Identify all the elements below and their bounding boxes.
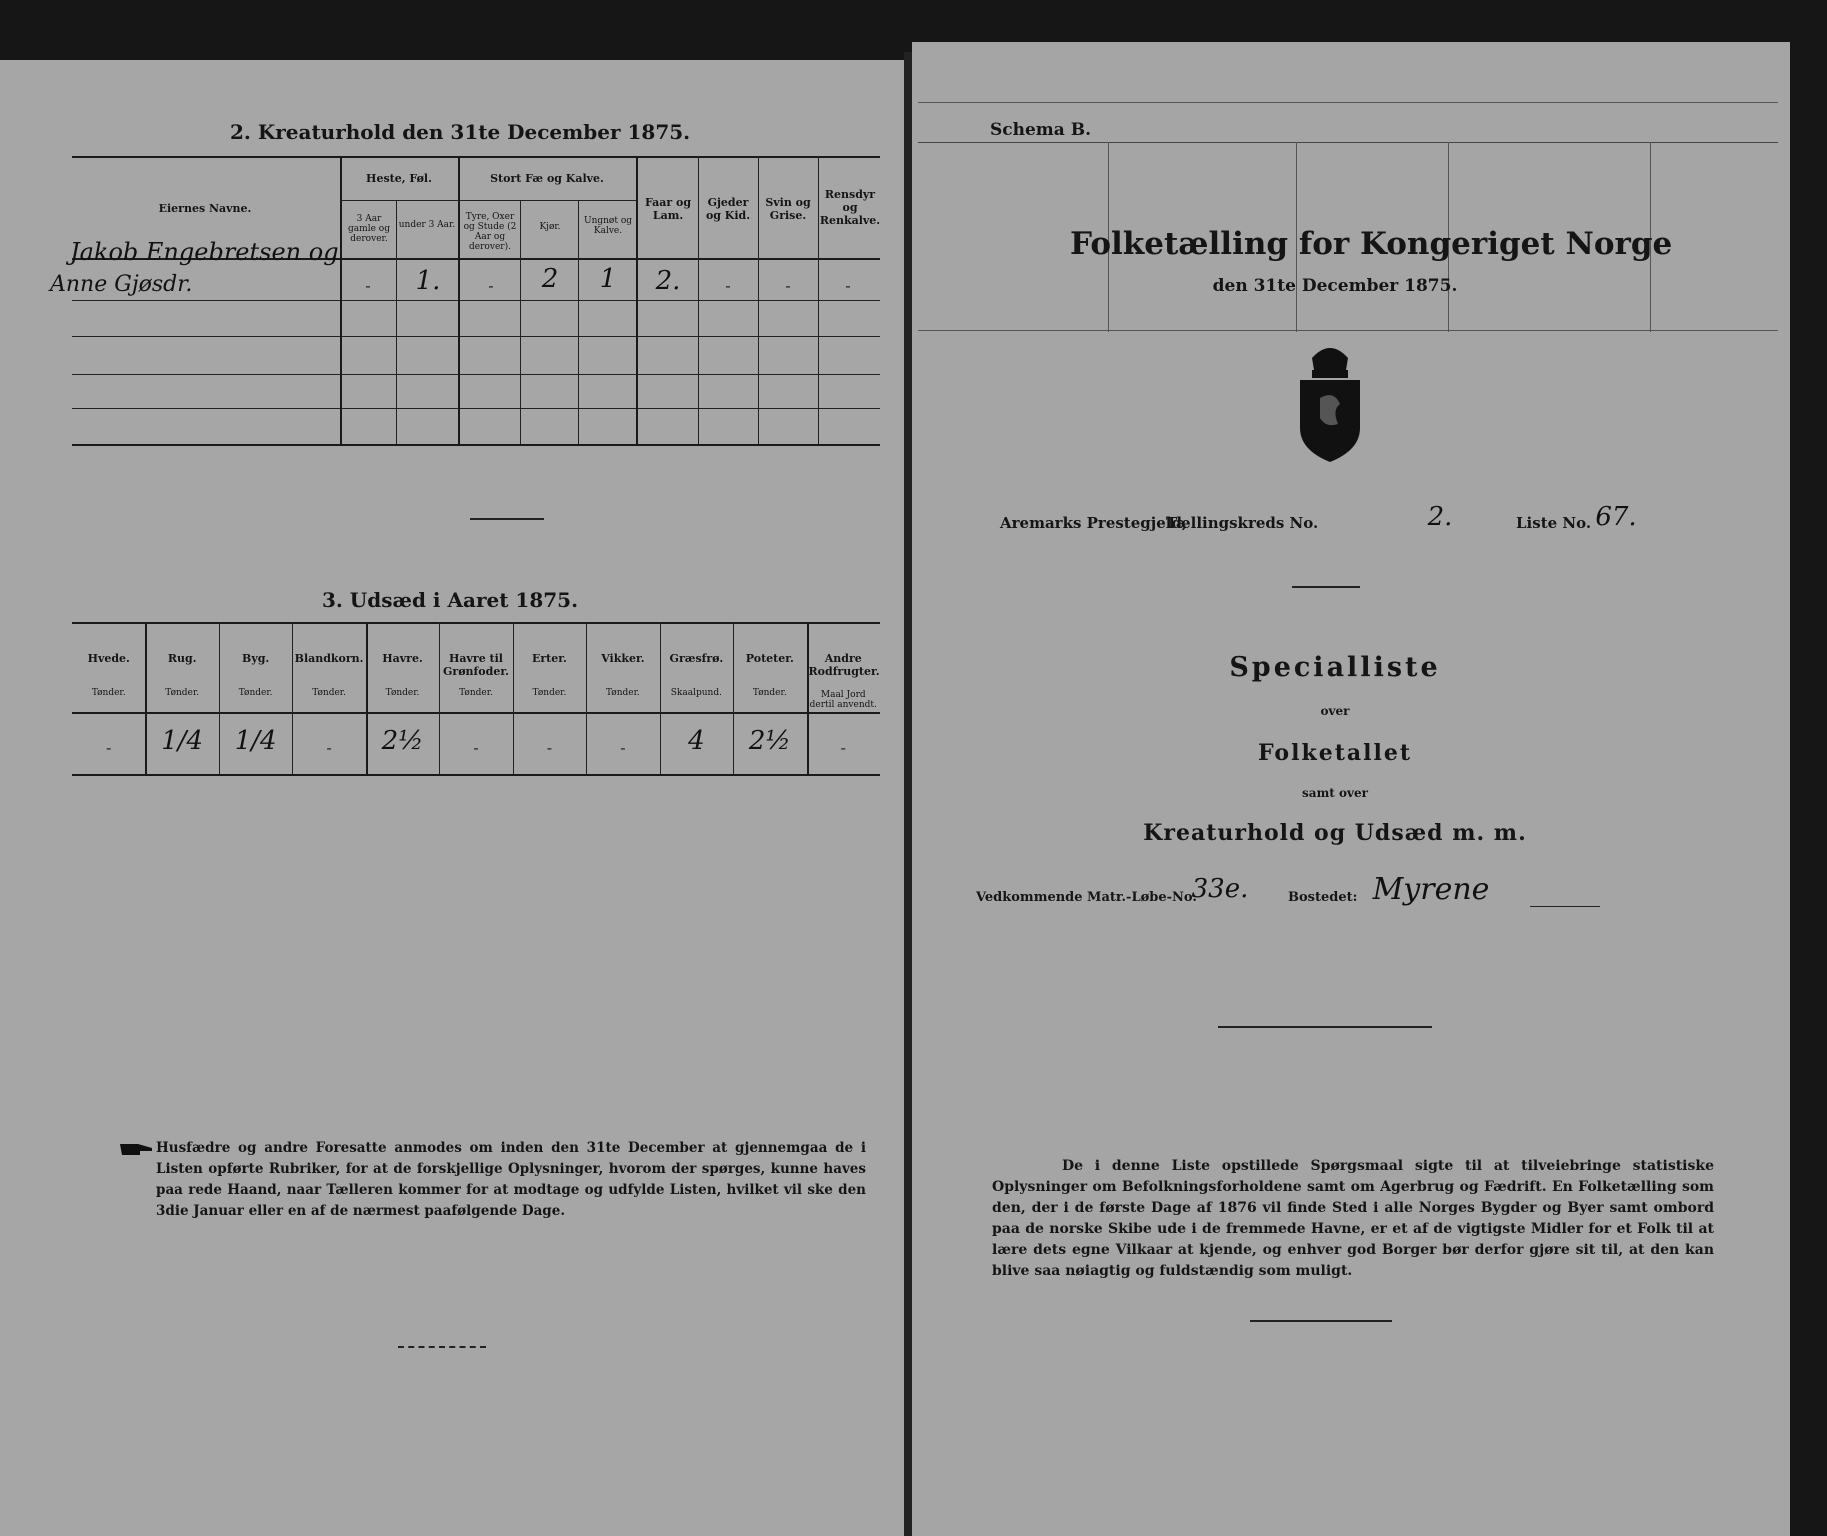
pointing-hand-icon	[118, 1140, 154, 1158]
kreds-value: 2.	[1427, 502, 1453, 532]
udsaed-col-name: Græsfrø.	[669, 652, 724, 665]
bosted-value: Myrene	[1372, 872, 1490, 907]
udsaed-col-unit: Skaalpund.	[670, 688, 722, 698]
census-date: den 31te December 1875.	[1212, 276, 1458, 296]
value-faar: 2.	[655, 266, 681, 296]
col-rule	[636, 156, 638, 444]
udsaed-value: -	[106, 738, 112, 757]
faint-rule	[918, 142, 1778, 143]
udsaed-col-name: Rug.	[167, 652, 197, 665]
value-heste-3aar: -	[365, 276, 371, 295]
table-bottom-rule	[72, 444, 880, 446]
col-stortfae-sub3: Ungnøt og Kalve.	[583, 216, 632, 236]
notice-text: Husfædre og andre Foresatte anmodes om inden den 31te December at gjennemgaa de i Listen opførte Rubriker, for at de forskjellige Oplysninger, hvorom der spørges, kunne haves paa rede Haand, naar Tælleren kommer for at modtage og udfylde Listen, hvilket vil ske den 3die Januar eller en af de nærmest paafølgende Dage.	[156, 1140, 866, 1219]
udsaed-col-name: Blandkorn.	[294, 652, 364, 665]
value-ungnot: 1	[599, 264, 617, 294]
col-rule	[758, 156, 759, 444]
bosted-label: Bostedet:	[1288, 890, 1358, 905]
separator-rule	[398, 1346, 486, 1348]
udsaed-col-name: Erter.	[532, 652, 567, 665]
separator-rule	[1292, 586, 1360, 588]
udsaed-col-name: Havre til Grønfoder.	[443, 652, 509, 678]
udsaed-col-unit: Tønder.	[606, 688, 640, 698]
udsaed-col-name: Vikker.	[601, 652, 645, 665]
separator-rule	[470, 518, 544, 520]
col-rule	[578, 200, 579, 444]
kreaturhold-title: Kreaturhold og Udsæd m. m.	[1143, 820, 1527, 846]
col-heste-sub2: under 3 Aar.	[398, 220, 456, 230]
udsaed-bottom-rule	[72, 774, 880, 776]
section2-title: 2. Kreaturhold den 31te December 1875.	[230, 120, 691, 144]
udsaed-value: -	[840, 738, 846, 757]
col-heste-sub1: 3 Aar gamle og derover.	[348, 214, 390, 244]
owner-name-line1: Jakob Engebretsen og	[70, 238, 339, 266]
value-gjeder: -	[725, 276, 731, 295]
udsaed-value: -	[473, 738, 479, 757]
value-rensdyr: -	[845, 276, 851, 295]
matr-value: 33e.	[1191, 874, 1249, 904]
subhead-rule	[458, 200, 636, 201]
udsaed-col-unit: Tønder.	[165, 688, 200, 698]
faint-rule	[918, 330, 1778, 331]
col-gjeder: Gjeder og Kid.	[705, 196, 751, 222]
kreds-label: Tællingskreds No.	[1166, 514, 1319, 532]
udsaed-col-name: Poteter.	[745, 652, 794, 665]
samt-over-label: samt over	[1302, 786, 1368, 800]
over-label: over	[1320, 704, 1350, 718]
col-svin: Svin og Grise.	[765, 196, 811, 222]
udsaed-col-unit: Tønder.	[91, 688, 126, 698]
udsaed-top-rule	[72, 622, 880, 624]
udsaed-value: 2½	[381, 726, 424, 756]
separator-rule	[1250, 1320, 1392, 1322]
udsaed-value: -	[546, 738, 553, 757]
schema-label: Schema B.	[990, 120, 1092, 140]
col-rule	[520, 200, 521, 444]
udsaed-col-unit: Tønder.	[459, 688, 493, 698]
liste-value: 67.	[1595, 502, 1637, 532]
value-tyre: -	[488, 276, 494, 295]
udsaed-col-name: Havre.	[382, 652, 423, 665]
value-kjor: 2	[541, 264, 559, 294]
blank-rule	[1530, 906, 1600, 907]
udsaed-value: 2½	[748, 726, 791, 756]
prestegjeld-label: Aremarks Prestegjeld,	[1000, 514, 1188, 532]
udsaed-col-name: Byg.	[242, 652, 270, 665]
udsaed-col-unit: Tønder.	[752, 688, 787, 698]
col-stortfae: Stort Fæ og Kalve.	[490, 172, 604, 185]
liste-label: Liste No.	[1516, 514, 1592, 532]
udsaed-value: -	[326, 738, 332, 757]
subhead-rule	[340, 200, 458, 201]
main-title: Folketælling for Kongeriget Norge	[1070, 226, 1673, 262]
udsaed-value: 4	[688, 726, 705, 756]
col-rensdyr: Rensdyr og Renkalve.	[819, 188, 881, 227]
coat-of-arms-icon	[1290, 338, 1370, 464]
col-heste: Heste, Føl.	[366, 172, 432, 185]
faint-rule	[918, 102, 1778, 103]
udsaed-col-unit: Maal Jord dertil anvendt.	[809, 690, 877, 710]
udsaed-value: 1/4	[161, 726, 204, 756]
col-stortfae-sub2: Kjør.	[539, 222, 561, 232]
udsaed-header-rule	[72, 712, 880, 714]
owner-name-line2: Anne Gjøsdr.	[50, 272, 193, 297]
udsaed-col-name: Andre Rodfrugter.	[808, 652, 880, 678]
udsaed-value: -	[620, 738, 626, 757]
specialliste-title: Specialliste	[1229, 652, 1441, 683]
udsaed-col-name: Hvede.	[87, 652, 130, 665]
udsaed-col-unit: Tønder.	[238, 688, 273, 698]
udsaed-col-unit: Tønder.	[532, 688, 567, 698]
col-rule	[698, 156, 699, 444]
separator-rule	[1218, 1026, 1432, 1028]
matr-label: Vedkommende Matr.-Løbe-No.	[976, 890, 1197, 905]
info-paragraph: De i denne Liste opstillede Spørgsmaal sigte til at tilveiebringe statistiske Oplysninger om Befolkningsforholdene samt om Agerbrug og Fædrift. En Folketælling som den, der i de første Dage af 1876 vil finde Sted i alle Norges Bygder og Byer samt ombord paa de norske Skibe ude i de fremmede Havne, er et af de vigtigste Midler for et Folk til at lære dets egne Vilkaar at kjende, og enhver god Borger bør derfor gjøre sit til, at den kan blive saa nøiagtig og fuldstændig som muligt.	[992, 1158, 1714, 1279]
col-rule	[396, 200, 397, 444]
value-svin: -	[785, 276, 791, 295]
col-owner: Eiernes Navne.	[158, 202, 252, 215]
section3-title: 3. Udsæd i Aaret 1875.	[321, 588, 579, 612]
udsaed-col-unit: Tønder.	[312, 688, 346, 698]
col-faar: Faar og Lam.	[644, 196, 692, 222]
folketallet-title: Folketallet	[1258, 740, 1412, 766]
col-stortfae-sub1: Tyre, Oxer og Stude (2 Aar og derover).	[463, 212, 517, 252]
value-heste-under3: 1.	[415, 266, 441, 296]
udsaed-value: 1/4	[234, 726, 277, 756]
udsaed-col-unit: Tønder.	[385, 688, 420, 698]
